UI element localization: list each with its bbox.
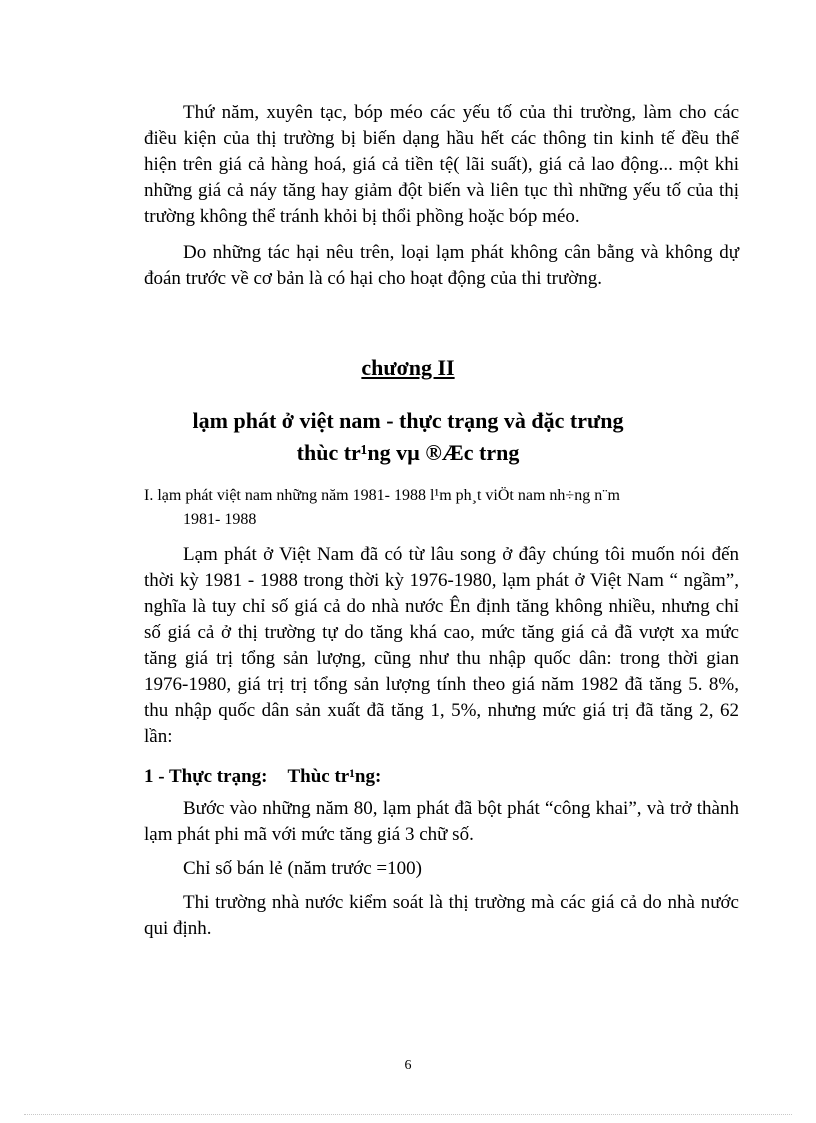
paragraph-eighties: Bước vào những năm 80, lạm phát đã bột phát “công khai”, và trở thành lạm phát phi mã với mức tăng giá 3 chữ số. <box>144 798 739 845</box>
paragraph-retail-index: Chỉ số bán lẻ (năm trước =100) <box>183 858 422 879</box>
chapter-title-legacy: thùc tr¹ng vµ ®Æc trng <box>296 440 520 465</box>
section-heading <box>144 484 744 532</box>
section-heading-line1: I. lạm phát việt nam những năm 1981- 1988 l¹m ph¸t viÖt nam nh÷ng n¨m <box>144 487 620 504</box>
paragraph-conclusion: Do những tác hại nêu trên, loại lạm phát không cân bằng và không dự đoán trước về cơ bản là có hại cho hoạt động của thi trường. <box>144 242 739 289</box>
chapter-heading: chương II <box>361 355 455 380</box>
paragraph-state-market: Thi trường nhà nước kiểm soát là thị trường mà các giá cả do nhà nước qui định. <box>144 892 739 939</box>
section-heading-line2: 1981- 1988 <box>183 511 257 528</box>
chapter-title: lạm phát ở việt nam - thực trạng và đặc trưng <box>192 408 624 433</box>
subsection-heading <box>144 766 381 788</box>
subsection-label: 1 - Thực trạng: <box>144 766 268 787</box>
paragraph-inflation-history: Lạm phát ở Việt Nam đã có từ lâu song ở đây chúng tôi muốn nói đến thời kỳ 1981 - 1988 trong thời kỳ 1976-1980, lạm phát ở Việt Nam “ ngầm”, nghĩa là tuy chỉ số giá cả do nhà nước Ên định tăng không nhiều, nhưng chỉ số giá cả ở thị trường tự do tăng khá cao, mức tăng giá cả đã vượt xa mức tăng giá trị tổng sản lượng, cũng như thu nhập quốc dân: trong thời gian 1976-1980, giá trị trị tổng sản lượng tính theo giá năm 1982 đã tăng 5. 8%, thu nhập quốc dân sản xuất đã tăng 1, 5%, nhưng mức giá trị đã tăng 2, 62 lần: <box>144 544 739 747</box>
paragraph-thu-nam: Thứ năm, xuyên tạc, bóp méo các yếu tố của thi trường, làm cho các điều kiện của thị trường bị biến dạng hầu hết các thông tin kinh tế đều thể hiện trên giá cả hàng hoá, giá cả tiền tệ( lãi suất), giá cả lao động... một khi những giá cả náy tăng hay giảm đột biến và liên tục thì những yếu tố của thị trường không thể tránh khỏi bị thổi phồng hoặc bóp méo. <box>144 102 739 227</box>
page-bottom-divider <box>24 1114 792 1115</box>
page-number: 6 <box>404 1058 412 1073</box>
subsection-legacy: Thùc tr¹ng: <box>287 766 382 787</box>
